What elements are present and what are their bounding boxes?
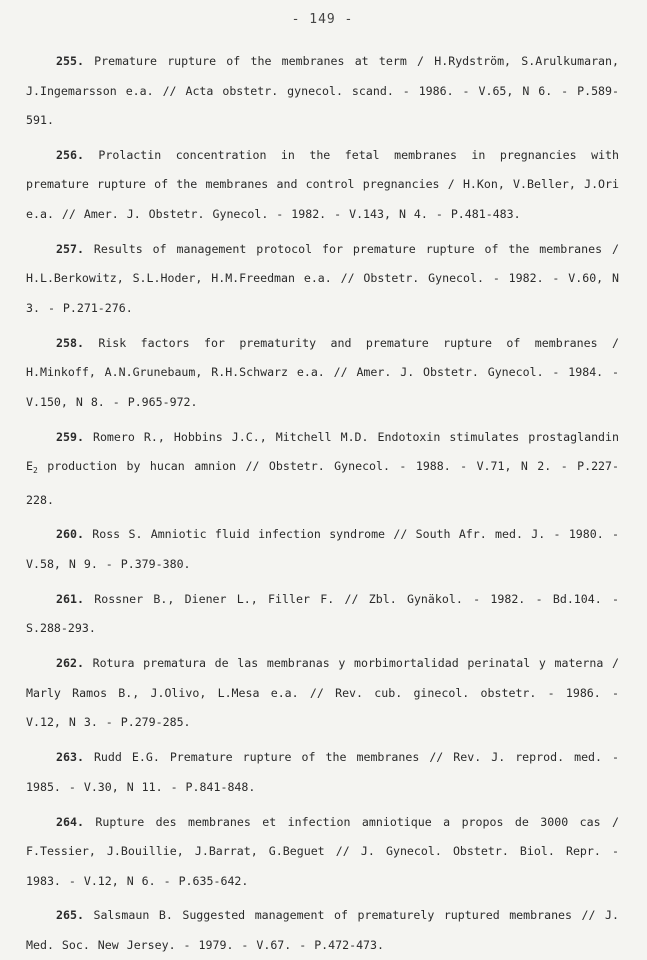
reference-number: 259. [56,429,84,444]
reference-number: 256. [56,147,84,162]
reference-text: Salsmaun B. Suggested management of prematurely ruptured membranes // J. Med. Soc. New Jersey. - 1979. - V.67. - P.472-473. [26,908,620,952]
reference-entry-259 [26,423,619,516]
reference-entry-255 [26,47,619,136]
reference-number: 260. [56,527,84,542]
reference-number: 261. [56,591,84,606]
reference-text-continued: production by hucan amnion // Obstetr. Gynecol. - 1988. - V.71, N 2. - P.227-228. [26,459,619,507]
reference-entry-258 [26,329,619,418]
page-number: - 149 - [291,12,354,27]
reference-text: Rotura prematura de las membranas y morbimortalidad perinatal y materna / Marly Ramos B., J.Olivo, L.Mesa e.a. // Rev. cub. ginecol. obstetr. - 1986. - V.12, N 3. - P.279-285. [26,656,619,730]
reference-text: Rupture des membranes et infection amniotique a propos de 3000 cas / F.Tessier, J.Bouillie, J.Barrat, G.Beguet // J. Gynecol. Obstetr. Biol. Repr. - 1983. - V.12, N 6. - P.635-642. [26,814,619,888]
reference-entry-263 [26,743,619,802]
reference-text: Rossner B., Diener L., Filler F. // Zbl. Gynäkol. - 1982. - Bd.104. - S.288-293. [26,591,620,636]
reference-number: 262. [56,656,84,671]
reference-entry-261 [26,585,619,644]
reference-text: Premature rupture of the membranes at term / H.Rydström, S.Arulkumaran, J.Ingemarsson e.a. // Acta obstetr. gynecol. scand. - 1986. - V.65, N 6. - P.589-591. [26,54,619,127]
reference-entry-264 [26,808,619,897]
reference-number: 265. [56,908,84,923]
reference-number: 257. [56,241,84,256]
reference-entry-260 [26,520,619,579]
reference-entry-265 [26,901,619,960]
reference-number: 264. [56,814,84,829]
reference-text: Risk factors for prematurity and premature rupture of membranes / H.Minkoff, A.N.Grunebaum, R.H.Schwarz e.a. // Amer. J. Obstetr. Gynecol. - 1984. - V.150, N 8. - P.965-972. [26,335,619,409]
reference-text: Results of management protocol for premature rupture of the membranes / H.L.Berkowitz, S.L.Hoder, H.M.Freedman e.a. // Obstetr. Gynecol. - 1982. - V.60, N 3. - P.271-276. [26,241,619,315]
reference-text: Ross S. Amniotic fluid infection syndrome // South Afr. med. J. - 1980. - V.58, N 9. - P.379-380. [26,527,619,571]
reference-text: Romero R., Hobbins J.C., Mitchell M.D. Endotoxin stimulates prostaglandin E [26,429,619,474]
reference-entry-257 [26,235,619,324]
reference-entry-262 [26,649,619,738]
reference-number: 263. [56,750,84,765]
reference-number: 258. [56,335,84,350]
reference-text: Prolactin concentration in the fetal membranes in pregnancies with premature rupture of the membranes and control pregnancies / H.Kon, V.Beller, J.Ori e.a. // Amer. J. Obstetr. Gynecol. - 1982. - V.143, N 4. - P.481-483. [26,147,620,221]
reference-text: Rudd E.G. Premature rupture of the membranes // Rev. J. reprod. med. - 1985. - V.30, N 11. - P.841-848. [26,750,620,794]
subscript: 2 [32,466,38,476]
reference-entry-256 [26,141,619,230]
reference-number: 255. [56,54,84,68]
